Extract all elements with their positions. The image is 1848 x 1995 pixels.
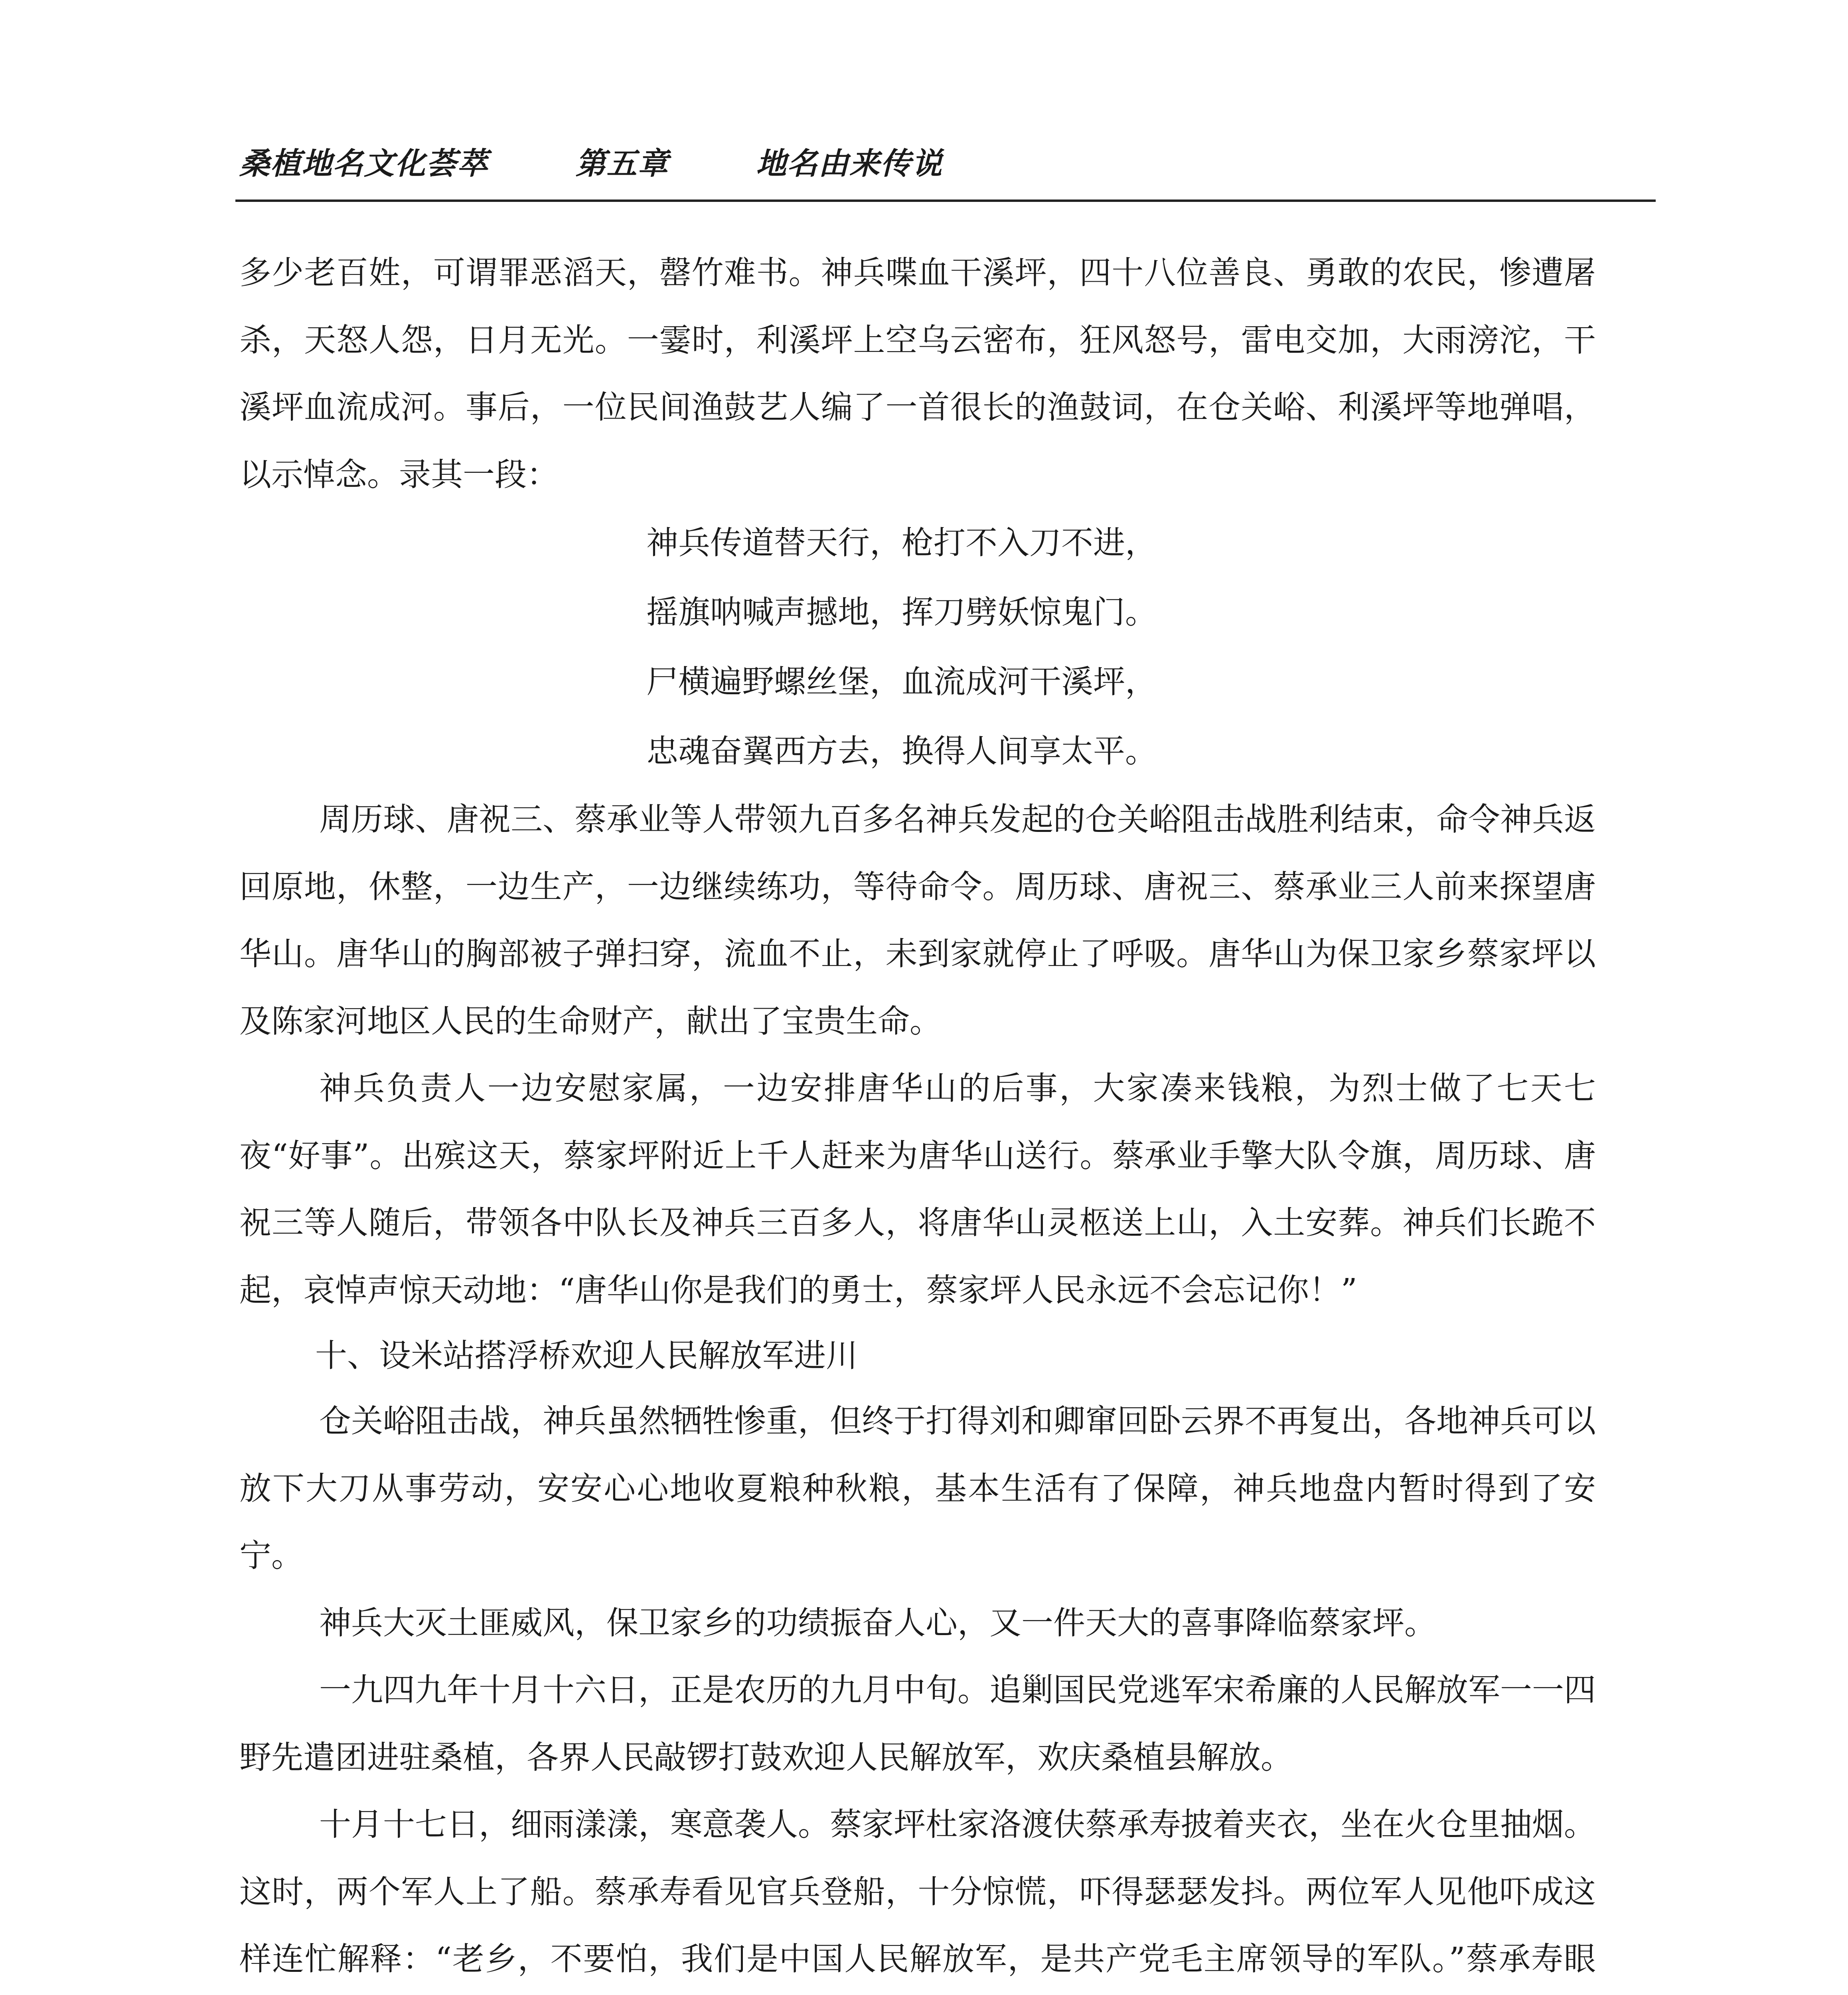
header-rule (235, 200, 1656, 202)
paragraph-5: 神兵大灭土匪威风，保卫家乡的功绩振奋人心，又一件天大的喜事降临蔡家坪。 (319, 1604, 1436, 1641)
verse-line-2: 摇旗呐喊声撼地，挥刀劈妖惊鬼门。 (646, 594, 1157, 631)
header-section-title: 地名由来传说 (756, 146, 943, 181)
paragraph-2: 周历球、唐祝三、蔡承业等人带领九百多名神兵发起的仓关峪阻击战胜利结束，命令神兵返回原地，休整，一边生产，一边继续练功，等待命令。周历球、唐祝三、蔡承业三人前来探望唐华山。唐华山的胸部被子弹扫穿，流血不止，未到家就停止了呼吸。唐华山为保卫家乡蔡家坪以及陈家河地区人民的生命财产，献出了宝贵生命。 (239, 801, 1596, 1040)
paragraph-6: 一九四九年十月十六日，正是农历的九月中旬。追剿国民党逃军宋希廉的人民解放军一一四野先遣团进驻桑植，各界人民敲锣打鼓欢迎人民解放军，欢庆桑植县解放。 (239, 1671, 1596, 1776)
header-chapter: 第五章 (575, 146, 669, 181)
paragraph-4: 仓关峪阻击战，神兵虽然牺牲惨重，但终于打得刘和卿窜回卧云界不再复出，各地神兵可以放下大刀从事劳动，安安心心地收夏粮种秋粮，基本生活有了保障，神兵地盘内暂时得到了安宁。 (239, 1402, 1596, 1574)
verse-line-1: 神兵传道替天行，枪打不入刀不进， (646, 524, 1157, 561)
verse-line-3: 尸横遍野螺丝堡，血流成河干溪坪， (646, 663, 1157, 700)
verse-block (239, 508, 1596, 786)
paragraph-7: 十月十七日，细雨漾漾，寒意袭人。蔡家坪杜家洛渡伕蔡承寿披着夹衣，坐在火仓里抽烟。这时，两个军人上了船。蔡承寿看见官兵登船，十分惊慌，吓得瑟瑟发抖。两位军人见他吓成这样连忙解释：“老乡，不要怕，我们是中国人民解放军，是共产党毛主席领导的军队。”蔡承寿眼 (239, 1806, 1596, 1977)
header-book-title: 桑植地名文化荟萃 (239, 146, 488, 181)
running-header (239, 144, 1652, 184)
paragraph-3: 神兵负责人一边安慰家属，一边安排唐华山的后事，大家凑来钱粮，为烈士做了七天七夜“好事”。出殡这天，蔡家坪附近上千人赶来为唐华山送行。蔡承业手擎大队令旗，周历球、唐祝三等人随后，带领各中队长及神兵三百多人，将唐华山灵柩送上山，入土安葬。神兵们长跪不起，哀悼声惊天动地：“唐华山你是我们的勇士，蔡家坪人民永远不会忘记你！” (239, 1070, 1596, 1309)
page-body (239, 239, 1596, 1995)
verse-line-4: 忠魂奋翼西方去，换得人间享太平。 (646, 733, 1157, 770)
paragraph-1: 多少老百姓，可谓罪恶滔天，罄竹难书。神兵喋血干溪坪，四十八位善良、勇敢的农民，惨遭屠杀，天怒人怨，日月无光。一霎时，利溪坪上空乌云密布，狂风怒号，雷电交加，大雨滂沱，干溪坪血流成河。事后，一位民间渔鼓艺人编了一首很长的渔鼓词，在仓关峪、利溪坪等地弹唱，以示悼念。录其一段： (239, 254, 1596, 493)
section-heading: 十、设米站搭浮桥欢迎人民解放军进川 (315, 1337, 858, 1374)
